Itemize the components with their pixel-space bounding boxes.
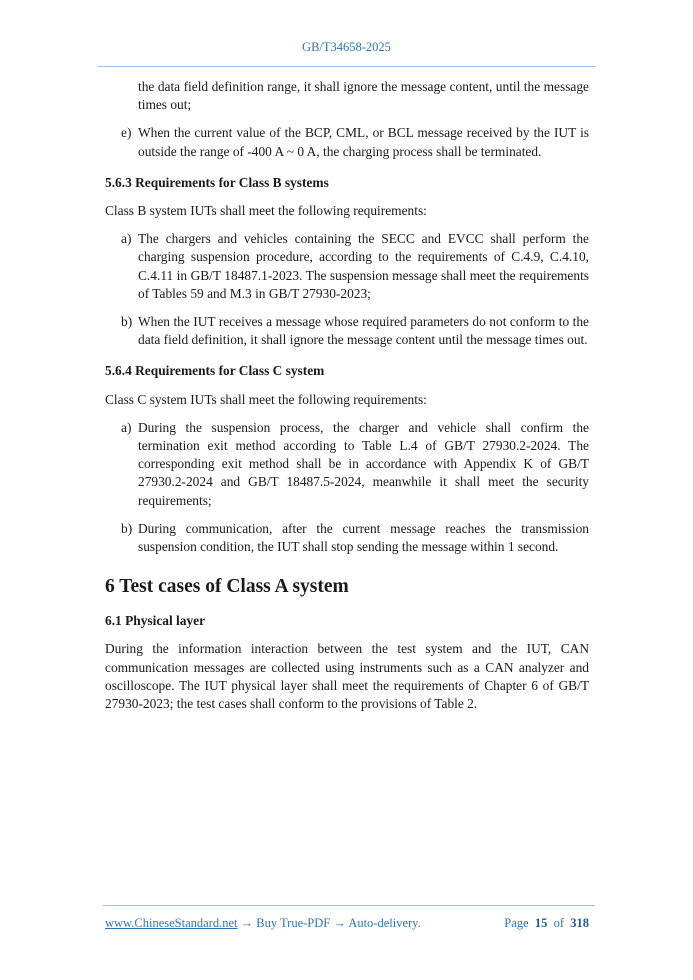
list-item xyxy=(105,419,589,510)
list-text: During communication, after the current message reaches the transmission suspension condition, the IUT shall stop sending the message within 1 second. xyxy=(138,520,589,555)
website-link[interactable]: www.ChineseStandard.net xyxy=(105,916,238,930)
list-text: When the current value of the BCP, CML, or BCL message received by the IUT is outside the range of -400 A ~ 0 A, the charging process shall be terminated. xyxy=(138,125,589,159)
page-indicator xyxy=(504,916,589,931)
total-pages: 318 xyxy=(570,916,589,930)
list-label: b) xyxy=(121,520,133,536)
list-label: a) xyxy=(121,419,132,435)
page-label: Page xyxy=(504,916,529,930)
page-content xyxy=(105,78,589,713)
list-label: e) xyxy=(121,125,132,141)
list-item-e xyxy=(105,124,589,160)
list-text: When the IUT receives a message whose required parameters do not conform to the data field definition, it shall ignore the message content until the message times out. xyxy=(138,314,589,348)
list-text: The chargers and vehicles containing the SECC and EVCC shall perform the charging suspension procedure, according to the requirements of C.4.9, C.4.10, C.4.11 in GB/T 18487.1-2023. The suspension message shall meet the requirements of Tables 59 and M.3 in GB/T 27930-2023; xyxy=(138,231,589,301)
list-label: b) xyxy=(121,314,133,330)
of-label: of xyxy=(553,916,564,930)
section-intro: Class C system IUTs shall meet the following requirements: xyxy=(105,391,427,407)
footer-divider xyxy=(103,905,595,906)
list-item xyxy=(105,230,589,303)
current-page: 15 xyxy=(534,916,548,930)
section-heading-6-1: 6.1 Physical layer xyxy=(105,613,206,629)
section-heading-5-6-3: 5.6.3 Requirements for Class B systems xyxy=(105,174,329,190)
document-id-header: GB/T34658-2025 xyxy=(302,40,391,54)
section-heading-5-6-4: 5.6.4 Requirements for Class C system xyxy=(105,363,325,379)
list-item xyxy=(105,313,589,349)
list-item xyxy=(105,520,589,556)
chapter-heading-6: 6 Test cases of Class A system xyxy=(105,576,349,598)
header-divider xyxy=(98,66,596,67)
continued-paragraph: the data field definition range, it shall ignore the message content, until the message times out; xyxy=(138,79,589,113)
page-footer xyxy=(105,916,589,931)
section-body: During the information interaction between the test system and the IUT, CAN communication messages are collected using instruments such as a CAN analyzer and oscilloscope. The IUT physical layer shall meet the requirements of Chapter 6 of GB/T 27930-2023; the test cases shall conform to the provisions of Table 2. xyxy=(105,641,589,712)
footer-promo xyxy=(105,916,421,931)
list-text: During the suspension process, the charger and vehicle shall confirm the termination exit method according to Table L.4 of GB/T 27930.2-2024. The corresponding exit method shall be in accordance with Appendix K of GB/T 27930.2-2024 and GB/T 18487.5-2024, meanwhile it shall meet the security requirements; xyxy=(138,419,589,508)
promo-text: → Buy True-PDF → Auto-delivery. xyxy=(237,916,421,930)
list-label: a) xyxy=(121,231,132,247)
section-intro: Class B system IUTs shall meet the following requirements: xyxy=(105,203,427,219)
